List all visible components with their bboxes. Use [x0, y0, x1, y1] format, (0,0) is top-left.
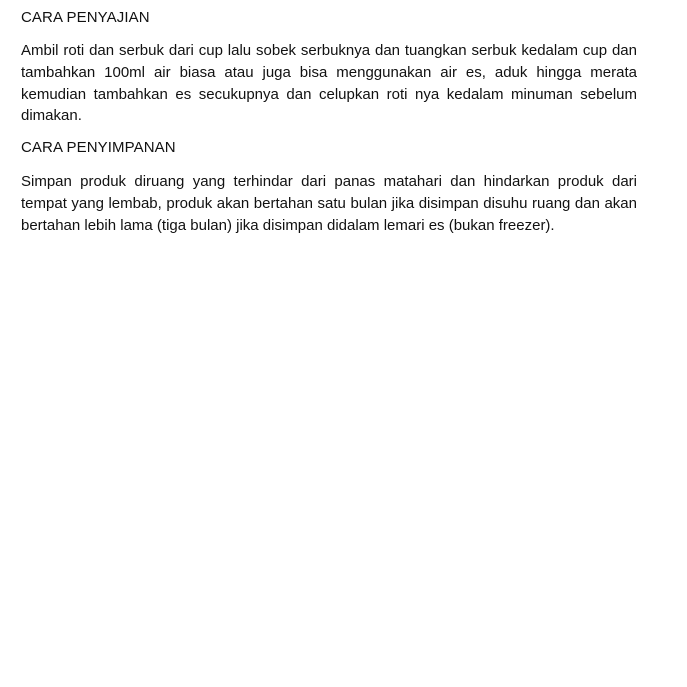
- serving-instructions-text: Ambil roti dan serbuk dari cup lalu sobek serbuknya dan tuangkan serbuk kedalam cup dan tambahkan 100ml air biasa atau juga bisa menggunakan air es, aduk hingga merata kemudian tambahkan es secukupnya dan celupkan roti nya kedalam minuman sebelum dimakan.: [21, 42, 637, 125]
- storage-instructions-heading: CARA PENYIMPANAN: [21, 139, 176, 156]
- serving-instructions-heading: CARA PENYAJIAN: [21, 9, 150, 26]
- storage-instructions-text: Simpan produk diruang yang terhindar dari panas matahari dan hindarkan produk dari tempat yang lembab, produk akan bertahan satu bulan jika disimpan disuhu ruang dan akan bertahan lebih lama (tiga bulan) jika disimpan didalam lemari es (bukan freezer).: [21, 173, 637, 234]
